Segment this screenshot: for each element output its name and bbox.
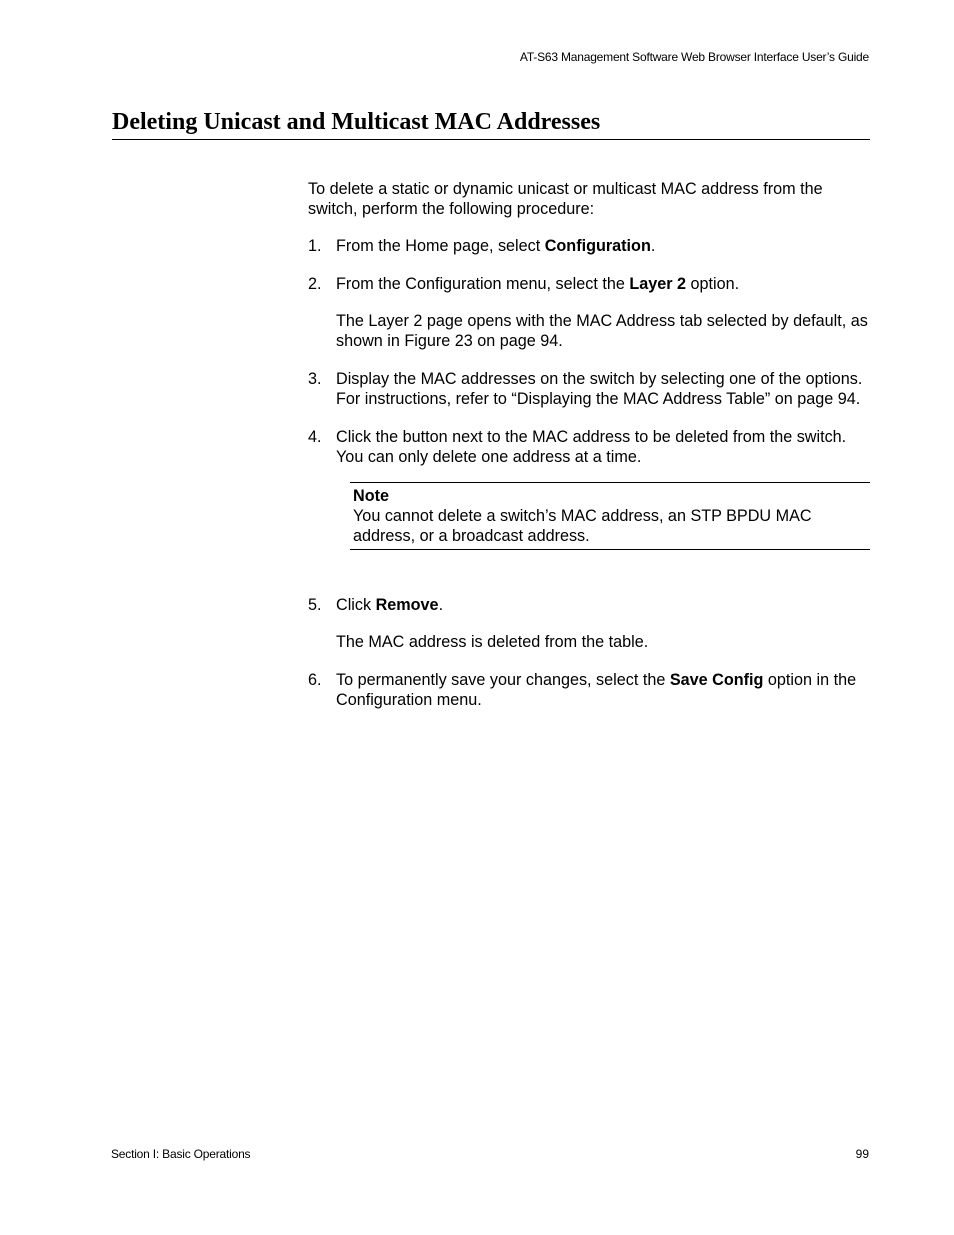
step-number: 3.	[308, 370, 322, 388]
step-result: The MAC address is deleted from the table.	[336, 633, 649, 651]
footer-section: Section I: Basic Operations	[111, 1147, 251, 1161]
step-2	[308, 274, 870, 351]
step-text: Display the MAC addresses on the switch by selecting one of the options. For instructions, refer to “Displaying the MAC Address Table” on page 94.	[336, 370, 863, 408]
section-title: Deleting Unicast and Multicast MAC Addresses	[112, 108, 870, 140]
intro-paragraph: To delete a static or dynamic unicast or multicast MAC address from the switch, perform the following procedure:	[308, 180, 823, 218]
step-number: 6.	[308, 671, 322, 689]
step-5	[308, 595, 870, 652]
step-text: From the Configuration menu, select the Layer 2 option.	[336, 275, 740, 293]
step-text: To permanently save your changes, select the Save Config option in the Configuration menu.	[336, 671, 857, 709]
note-heading: Note	[353, 487, 389, 505]
ui-term: Save Config	[669, 671, 764, 689]
procedure-body	[308, 179, 870, 728]
step-4	[308, 427, 870, 467]
step-result: The Layer 2 page opens with the MAC Address tab selected by default, as shown in Figure 23 on page 94.	[336, 312, 868, 350]
step-number: 2.	[308, 275, 322, 293]
ui-term: Configuration	[544, 237, 651, 255]
running-header: AT-S63 Management Software Web Browser Interface User’s Guide	[519, 50, 869, 64]
step-text: Click the button next to the MAC address to be deleted from the switch. You can only delete one address at a time.	[336, 428, 847, 466]
step-6	[308, 670, 870, 710]
note-text: You cannot delete a switch’s MAC address, an STP BPDU MAC address, or a broadcast address.	[353, 507, 812, 545]
step-3	[308, 369, 870, 409]
step-1	[308, 236, 870, 256]
step-text: Click Remove.	[336, 596, 444, 614]
step-number: 1.	[308, 237, 322, 255]
step-number: 5.	[308, 596, 322, 614]
step-number: 4.	[308, 428, 322, 446]
ui-term: Remove	[375, 596, 439, 614]
step-text: From the Home page, select Configuration.	[336, 237, 656, 255]
ui-term: Layer 2	[629, 275, 687, 293]
note-box	[350, 482, 870, 550]
page-number: 99	[855, 1147, 869, 1161]
